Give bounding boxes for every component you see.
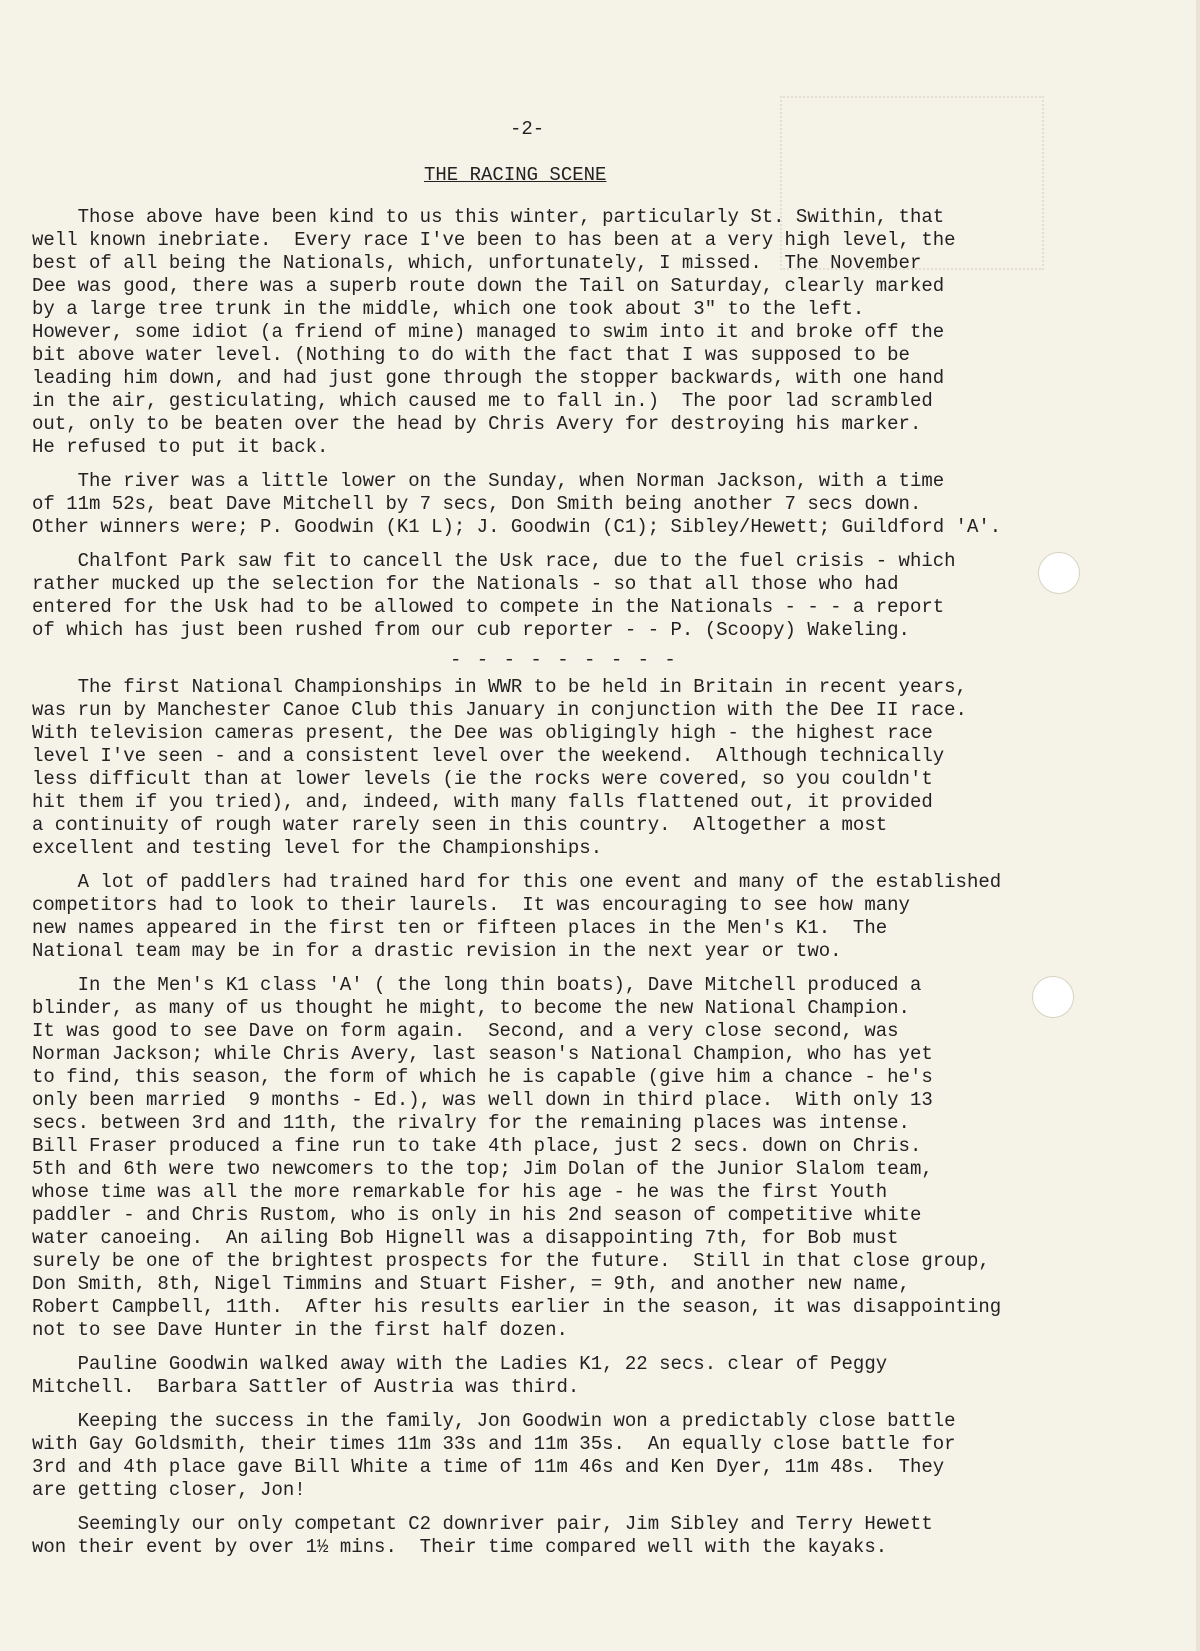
paragraph [32,550,1072,642]
paragraph [32,974,1072,1342]
paragraph [32,676,1072,860]
text-line: was run by Manchester Canoe Club this January in conjunction with the Dee II race. [32,699,967,721]
paragraph [32,871,1072,963]
text-line: Pauline Goodwin walked away with the Ladies K1, 22 secs. clear of Peggy [32,1353,888,1375]
text-line: are getting closer, Jon! [32,1479,306,1501]
text-line: National team may be in for a drastic revision in the next year or two. [32,940,842,962]
text-line: Norman Jackson; while Chris Avery, last season's National Champion, who has yet [32,1043,933,1065]
text-line: leading him down, and had just gone through the stopper backwards, with one hand [32,367,945,389]
text-line: whose time was all the more remarkable for his age - he was the first Youth [32,1181,888,1203]
text-line: 5th and 6th were two newcomers to the top; Jim Dolan of the Junior Slalom team, [32,1158,933,1180]
text-line: of 11m 52s, beat Dave Mitchell by 7 secs, Don Smith being another 7 secs down. [32,493,922,515]
paragraph [32,1353,1072,1399]
text-line: Keeping the success in the family, Jon Goodwin won a predictably close battle [32,1410,956,1432]
paragraph [32,1410,1072,1502]
paragraph [32,470,1072,539]
text-line: level I've seen - and a consistent level over the weekend. Although technically [32,745,945,767]
text-line: secs. between 3rd and 11th, the rivalry for the remaining places was intense. [32,1112,910,1134]
page-edge [1196,0,1200,1651]
text-line: in the air, gesticulating, which caused me to fall in.) The poor lad scrambled [32,390,933,412]
text-line: Seemingly our only competant C2 downriver pair, Jim Sibley and Terry Hewett [32,1513,933,1535]
text-line: 3rd and 4th place gave Bill White a time of 11m 46s and Ken Dyer, 11m 48s. They [32,1456,945,1478]
text-line: Don Smith, 8th, Nigel Timmins and Stuart Fisher, = 9th, and another new name, [32,1273,910,1295]
text-line: In the Men's K1 class 'A' ( the long thin boats), Dave Mitchell produced a [32,974,922,996]
text-line: With television cameras present, the Dee was obligingly high - the highest race [32,722,933,744]
text-line: out, only to be beaten over the head by Chris Avery for destroying his marker. [32,413,922,435]
text-line: paddler - and Chris Rustom, who is only in his 2nd season of competitive white [32,1204,922,1226]
text-line: only been married 9 months - Ed.), was well down in third place. With only 13 [32,1089,933,1111]
text-line: Chalfont Park saw fit to cancell the Usk race, due to the fuel crisis - which [32,550,956,572]
article-title: THE RACING SCENE [424,164,607,186]
text-line: a continuity of rough water rarely seen in this country. Altogether a most [32,814,888,836]
text-line: Mitchell. Barbara Sattler of Austria was third. [32,1376,580,1398]
text-line: He refused to put it back. [32,436,329,458]
text-line: to find, this season, the form of which he is capable (give him a chance - he's [32,1066,933,1088]
text-line: Robert Campbell, 11th. After his results earlier in the season, it was disappointing [32,1296,1002,1318]
section-separator: - - - - - - - - - [450,649,678,671]
text-line: less difficult than at lower levels (ie the rocks were covered, so you couldn't [32,768,933,790]
article-body [32,206,1072,1570]
text-line: won their event by over 1½ mins. Their time compared well with the kayaks. [32,1536,888,1558]
text-line: with Gay Goldsmith, their times 11m 33s and 11m 35s. An equally close battle for [32,1433,956,1455]
text-line: Dee was good, there was a superb route down the Tail on Saturday, clearly marked [32,275,945,297]
text-line: best of all being the Nationals, which, unfortunately, I missed. The November [32,252,922,274]
paragraph [32,1513,1072,1559]
text-line: surely be one of the brightest prospects for the future. Still in that close group, [32,1250,990,1272]
paragraph [32,206,1072,459]
text-line: A lot of paddlers had trained hard for this one event and many of the established [32,871,1002,893]
text-line: entered for the Usk had to be allowed to compete in the Nationals - - - a report [32,596,945,618]
text-line: excellent and testing level for the Championships. [32,837,603,859]
text-line: rather mucked up the selection for the Nationals - so that all those who had [32,573,899,595]
text-line: Bill Fraser produced a fine run to take 4th place, just 2 secs. down on Chris. [32,1135,922,1157]
text-line: water canoeing. An ailing Bob Hignell was a disappointing 7th, for Bob must [32,1227,899,1249]
text-line: new names appeared in the first ten or fifteen places in the Men's K1. The [32,917,888,939]
text-line: not to see Dave Hunter in the first half dozen. [32,1319,568,1341]
text-line: It was good to see Dave on form again. Second, and a very close second, was [32,1020,899,1042]
text-line: blinder, as many of us thought he might, to become the new National Champion. [32,997,910,1019]
page-number: -2- [510,118,545,140]
text-line: of which has just been rushed from our cub reporter - - P. (Scoopy) Wakeling. [32,619,910,641]
text-line: The first National Championships in WWR to be held in Britain in recent years, [32,676,967,698]
text-line: Those above have been kind to us this winter, particularly St. Swithin, that [32,206,945,228]
text-line: The river was a little lower on the Sunday, when Norman Jackson, with a time [32,470,945,492]
text-line: However, some idiot (a friend of mine) managed to swim into it and broke off the [32,321,945,343]
text-line: hit them if you tried), and, indeed, with many falls flattened out, it provided [32,791,933,813]
text-line: Other winners were; P. Goodwin (K1 L); J. Goodwin (C1); Sibley/Hewett; Guildford 'A'. [32,516,1002,538]
text-line: well known inebriate. Every race I've been to has been at a very high level, the [32,229,956,251]
text-line: by a large tree trunk in the middle, which one took about 3" to the left. [32,298,865,320]
text-line: bit above water level. (Nothing to do with the fact that I was supposed to be [32,344,910,366]
text-line: competitors had to look to their laurels. It was encouraging to see how many [32,894,910,916]
